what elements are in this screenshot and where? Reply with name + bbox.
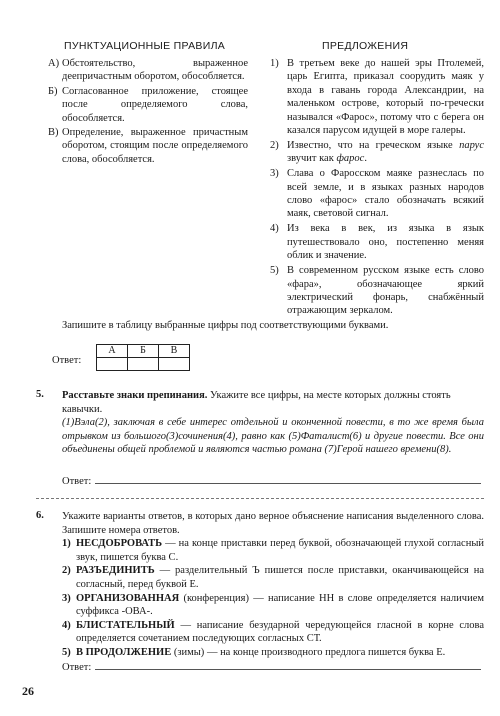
answer-table bbox=[96, 344, 190, 371]
option-explanation: — на конце приставки перед буквой, обозначающей глухой согласный звук, пишется буква С. bbox=[76, 538, 484, 563]
task6-option-5 bbox=[62, 646, 484, 660]
option-explanation: — разделительный Ъ пишется после приставки, оканчивающейся на согласный, перед буквой Е. bbox=[76, 565, 484, 590]
sentence-number: 1) bbox=[270, 58, 279, 69]
sentence-text: Из века в век, из языка в язык путешествовало оно, постепенно меняя облик и значение. bbox=[287, 223, 484, 262]
answer-input-line[interactable] bbox=[95, 476, 481, 484]
sentence-number: 2) bbox=[270, 139, 279, 151]
option-text bbox=[76, 564, 484, 591]
answer-table-header-a: А bbox=[97, 345, 128, 358]
sentence-item-5 bbox=[270, 264, 484, 318]
rule-letter: А) bbox=[48, 58, 60, 69]
sentence-item-2 bbox=[270, 139, 484, 166]
answer-table-header-b: Б bbox=[128, 345, 159, 358]
italic-word: фарос bbox=[336, 153, 365, 165]
rule-text: Определение, выраженное причастным оборотом, стоящим после определяемого слова, обособляется. bbox=[62, 127, 248, 165]
task6-body bbox=[62, 510, 484, 660]
sentence-item-1 bbox=[270, 57, 484, 137]
task6-option-4 bbox=[62, 619, 484, 646]
option-number: 4) bbox=[62, 619, 71, 631]
option-explanation: — на конце производного предлога пишется буква Е. bbox=[204, 646, 446, 658]
rule-item-a bbox=[48, 57, 248, 84]
rule-letter: В) bbox=[48, 127, 59, 139]
task5-answer-line bbox=[62, 476, 484, 487]
sentence-text: В современном русском языке есть слово «фара», обозначающее яркий электрический фонарь, снабжённый отражающим зеркалом. bbox=[287, 265, 484, 317]
rule-letter: Б) bbox=[48, 85, 58, 97]
option-text bbox=[76, 646, 484, 660]
sentence-text: В третьем веке до нашей эры Птолемей, царь Египта, приказал соорудить маяк у входа в гавань города Александрии, на маленьком острове, который по-гречески назывался «Фарос», потому что с берега он казался парусом идущей в море галеры. bbox=[287, 58, 484, 137]
option-extra: (конференция) bbox=[179, 592, 249, 604]
sentence-fragment: звучит как bbox=[287, 153, 337, 165]
task6-instruction: Укажите варианты ответов, в которых дано верное объяснение написания выделенного слова. Запишите номера ответов. bbox=[62, 511, 484, 536]
section-divider bbox=[36, 498, 484, 499]
highlighted-word: В ПРОДОЛЖЕНИЕ bbox=[76, 646, 172, 658]
sentences-column-header: ПРЕДЛОЖЕНИЯ bbox=[322, 40, 409, 52]
option-text bbox=[76, 619, 484, 646]
option-number: 3) bbox=[62, 592, 71, 604]
answer-cell-a[interactable] bbox=[97, 358, 128, 371]
task5-title: Расставьте знаки препинания. bbox=[62, 390, 208, 401]
answer-label: Ответ: bbox=[62, 662, 92, 673]
answer-label: Ответ: bbox=[52, 355, 82, 366]
page-number: 26 bbox=[22, 684, 34, 698]
rule-item-v bbox=[48, 126, 248, 166]
task6-answer-line bbox=[62, 662, 484, 673]
task5-text: (1)Вэла(2), заключая в себе интерес отдельной и оконченной повести, в то же время была отрывком из большого(3)сочинения(4), равно как (5)Фаталист(6) и другие повести. Все они объединены общей проблемой и являются частью романа (7)Герой нашего времени(8). bbox=[62, 417, 484, 456]
highlighted-word: НЕСДОБРОВАТЬ bbox=[76, 538, 163, 550]
punctuation-rules-list bbox=[48, 57, 248, 167]
sentence-item-3 bbox=[270, 167, 484, 221]
highlighted-word: ОРГАНИЗОВАННАЯ bbox=[76, 592, 180, 604]
task5-number: 5. bbox=[36, 389, 44, 400]
option-explanation: — написание безударной чередующейся гласной в корне слова определяется сочетанием последующих согласных СТ. bbox=[76, 619, 484, 645]
rule-text: Согласованное приложение, стоящее после определяемого слова, обособляется. bbox=[62, 85, 248, 124]
option-text bbox=[76, 592, 484, 619]
italic-word: парус bbox=[459, 139, 484, 151]
answer-table-header-v: В bbox=[159, 345, 190, 358]
answer-cell-b[interactable] bbox=[128, 358, 159, 371]
rules-column-header: ПУНКТУАЦИОННЫЕ ПРАВИЛА bbox=[64, 40, 226, 52]
sentence-fragment: . bbox=[364, 153, 367, 165]
option-number: 1) bbox=[62, 538, 71, 550]
task5-instruction-text: Укажите все цифры, на месте которых должны стоять кавычки. bbox=[62, 390, 451, 415]
highlighted-word: БЛИСТАТЕЛЬНЫЙ bbox=[76, 619, 175, 631]
option-number: 5) bbox=[62, 646, 71, 658]
option-explanation: — написание НН в слове определяется наличием суффикса -ОВА-. bbox=[76, 592, 484, 618]
sentence-text: Слава о Фаросском маяке разнеслась по всей земле, и в языках разных народов слово «фарос» стало обозначать всякий маяк, световой сигнал. bbox=[287, 168, 484, 220]
table-instruction: Запишите в таблицу выбранные цифры под соответствующими буквами. bbox=[62, 320, 389, 331]
option-number: 2) bbox=[62, 565, 71, 577]
task6-option-3 bbox=[62, 592, 484, 619]
task6-number: 6. bbox=[36, 510, 44, 521]
sentence-number: 3) bbox=[270, 168, 279, 180]
highlighted-word: РАЗЪЕДИНИТЬ bbox=[76, 565, 155, 577]
task5-body bbox=[62, 389, 484, 457]
option-extra: (зимы) bbox=[171, 646, 205, 658]
sentence-number: 5) bbox=[270, 265, 279, 277]
sentence-number: 4) bbox=[270, 223, 279, 235]
sentence-fragment: Известно, что на греческом языке bbox=[287, 139, 460, 151]
answer-cell-v[interactable] bbox=[159, 358, 190, 371]
task6-option-1 bbox=[62, 537, 484, 564]
rule-item-b bbox=[48, 85, 248, 125]
task5-instruction bbox=[62, 389, 484, 416]
answer-input-line[interactable] bbox=[95, 662, 481, 670]
answer-label: Ответ: bbox=[62, 476, 92, 487]
option-text bbox=[76, 537, 484, 564]
task6-option-2 bbox=[62, 564, 484, 591]
rule-text: Обстоятельство, выраженное деепричастным оборотом, обособляется. bbox=[62, 58, 248, 83]
sentences-list bbox=[270, 57, 484, 319]
sentence-item-4 bbox=[270, 222, 484, 262]
sentence-text bbox=[287, 139, 484, 166]
